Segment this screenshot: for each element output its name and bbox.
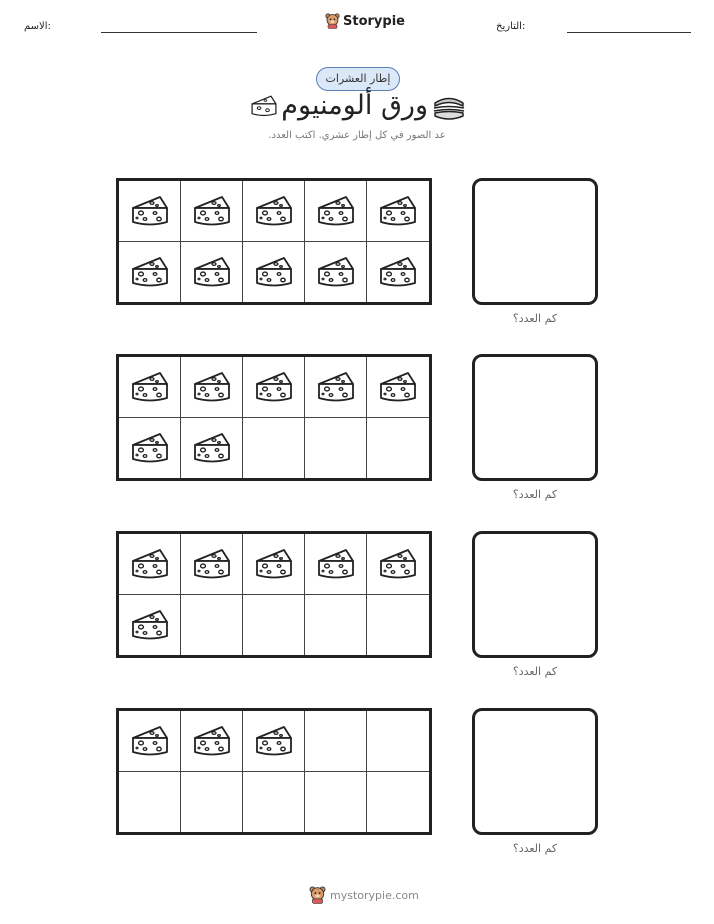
ten-frame-cell bbox=[305, 595, 367, 656]
ten-frame-cell bbox=[243, 357, 305, 418]
footer-url[interactable]: mystorypie.com bbox=[330, 888, 419, 902]
cheese-wedge-icon bbox=[254, 255, 294, 289]
ten-frame-cell bbox=[305, 711, 367, 772]
ten-frame-cell bbox=[119, 357, 181, 418]
ten-frame-cell bbox=[367, 357, 429, 418]
ten-frame-cell bbox=[243, 534, 305, 595]
ten-frame-cell bbox=[119, 534, 181, 595]
footer bbox=[309, 886, 419, 904]
date-line[interactable] bbox=[567, 32, 691, 33]
cheese-wedge-icon bbox=[378, 370, 418, 404]
ten-frame-cell bbox=[119, 772, 181, 833]
ten-frame-cell bbox=[243, 181, 305, 242]
ten-frame-cell bbox=[181, 711, 243, 772]
cheese-wedge-icon bbox=[130, 608, 170, 642]
ten-frame-cell bbox=[119, 242, 181, 303]
ten-frame-cell bbox=[119, 711, 181, 772]
ten-frame-cell bbox=[119, 595, 181, 656]
cheese-wedge-icon bbox=[192, 724, 232, 758]
cheese-wedge-icon bbox=[130, 255, 170, 289]
answer-box-1[interactable] bbox=[472, 178, 598, 305]
cheese-wedge-icon bbox=[192, 370, 232, 404]
name-label: الاسم: bbox=[24, 21, 51, 32]
ten-frame-cell bbox=[305, 181, 367, 242]
cheese-wedge-icon bbox=[254, 547, 294, 581]
topic-badge: إطار العشرات bbox=[316, 67, 400, 91]
ten-frame-cell bbox=[243, 772, 305, 833]
ten-frame-cell bbox=[367, 534, 429, 595]
ten-frame-cell bbox=[367, 595, 429, 656]
bear-mascot-icon bbox=[309, 886, 326, 904]
cheese-wedge-icon bbox=[254, 724, 294, 758]
ten-frame-cell bbox=[181, 418, 243, 479]
brand-logo bbox=[325, 13, 405, 29]
cheese-wedge-icon bbox=[130, 547, 170, 581]
ten-frame-cell bbox=[181, 357, 243, 418]
cheese-wedge-icon bbox=[130, 724, 170, 758]
cheese-wedge-icon bbox=[316, 370, 356, 404]
cheese-wedge-icon bbox=[378, 255, 418, 289]
ten-frame-4 bbox=[116, 708, 432, 835]
cheese-wedge-icon bbox=[130, 370, 170, 404]
ten-frame-cell bbox=[243, 595, 305, 656]
count-question: كم العدد؟ bbox=[512, 312, 558, 325]
ten-frame-cell bbox=[305, 418, 367, 479]
count-question: كم العدد؟ bbox=[512, 488, 558, 501]
ten-frame-cell bbox=[367, 181, 429, 242]
cheese-wedge-icon bbox=[192, 547, 232, 581]
ten-frame-cell bbox=[305, 242, 367, 303]
cheese-wedge-icon bbox=[378, 547, 418, 581]
ten-frame-cell bbox=[367, 711, 429, 772]
date-label: التاريخ: bbox=[496, 21, 526, 32]
ten-frame-cell bbox=[119, 418, 181, 479]
answer-box-3[interactable] bbox=[472, 531, 598, 658]
instructions: عد الصور في كل إطار عشري. اكتب العدد. bbox=[268, 130, 446, 141]
ten-frame-cell bbox=[243, 418, 305, 479]
ten-frame-cell bbox=[367, 242, 429, 303]
answer-box-4[interactable] bbox=[472, 708, 598, 835]
ten-frame-cell bbox=[367, 772, 429, 833]
ten-frame-cell bbox=[181, 534, 243, 595]
name-line[interactable] bbox=[101, 32, 257, 33]
ten-frame-cell bbox=[181, 181, 243, 242]
cheese-wedge-icon bbox=[130, 431, 170, 465]
cheese-wedge-icon bbox=[192, 431, 232, 465]
cheese-wedge-icon bbox=[316, 547, 356, 581]
ten-frame-cell bbox=[119, 181, 181, 242]
ten-frame-cell bbox=[305, 534, 367, 595]
cheese-wedge-icon bbox=[378, 194, 418, 228]
cheese-wedge-icon bbox=[254, 370, 294, 404]
cheese-wedge-icon bbox=[192, 255, 232, 289]
page-title: ورق ألومنيوم bbox=[281, 90, 428, 121]
sandwich-icon bbox=[432, 94, 466, 126]
ten-frame-1 bbox=[116, 178, 432, 305]
ten-frame-cell bbox=[243, 242, 305, 303]
cheese-wedge-icon bbox=[130, 194, 170, 228]
ten-frame-cell bbox=[181, 772, 243, 833]
ten-frame-cell bbox=[367, 418, 429, 479]
ten-frame-cell bbox=[181, 595, 243, 656]
cheese-wedge-icon bbox=[254, 194, 294, 228]
cheese-icon bbox=[250, 94, 278, 122]
ten-frame-3 bbox=[116, 531, 432, 658]
ten-frame-2 bbox=[116, 354, 432, 481]
ten-frame-cell bbox=[305, 357, 367, 418]
count-question: كم العدد؟ bbox=[512, 665, 558, 678]
ten-frame-cell bbox=[305, 772, 367, 833]
cheese-wedge-icon bbox=[192, 194, 232, 228]
answer-box-2[interactable] bbox=[472, 354, 598, 481]
ten-frame-cell bbox=[243, 711, 305, 772]
cheese-wedge-icon bbox=[316, 194, 356, 228]
count-question: كم العدد؟ bbox=[512, 842, 558, 855]
brand-name: Storypie bbox=[343, 13, 405, 29]
bear-mascot-icon bbox=[325, 13, 340, 29]
cheese-wedge-icon bbox=[316, 255, 356, 289]
ten-frame-cell bbox=[181, 242, 243, 303]
